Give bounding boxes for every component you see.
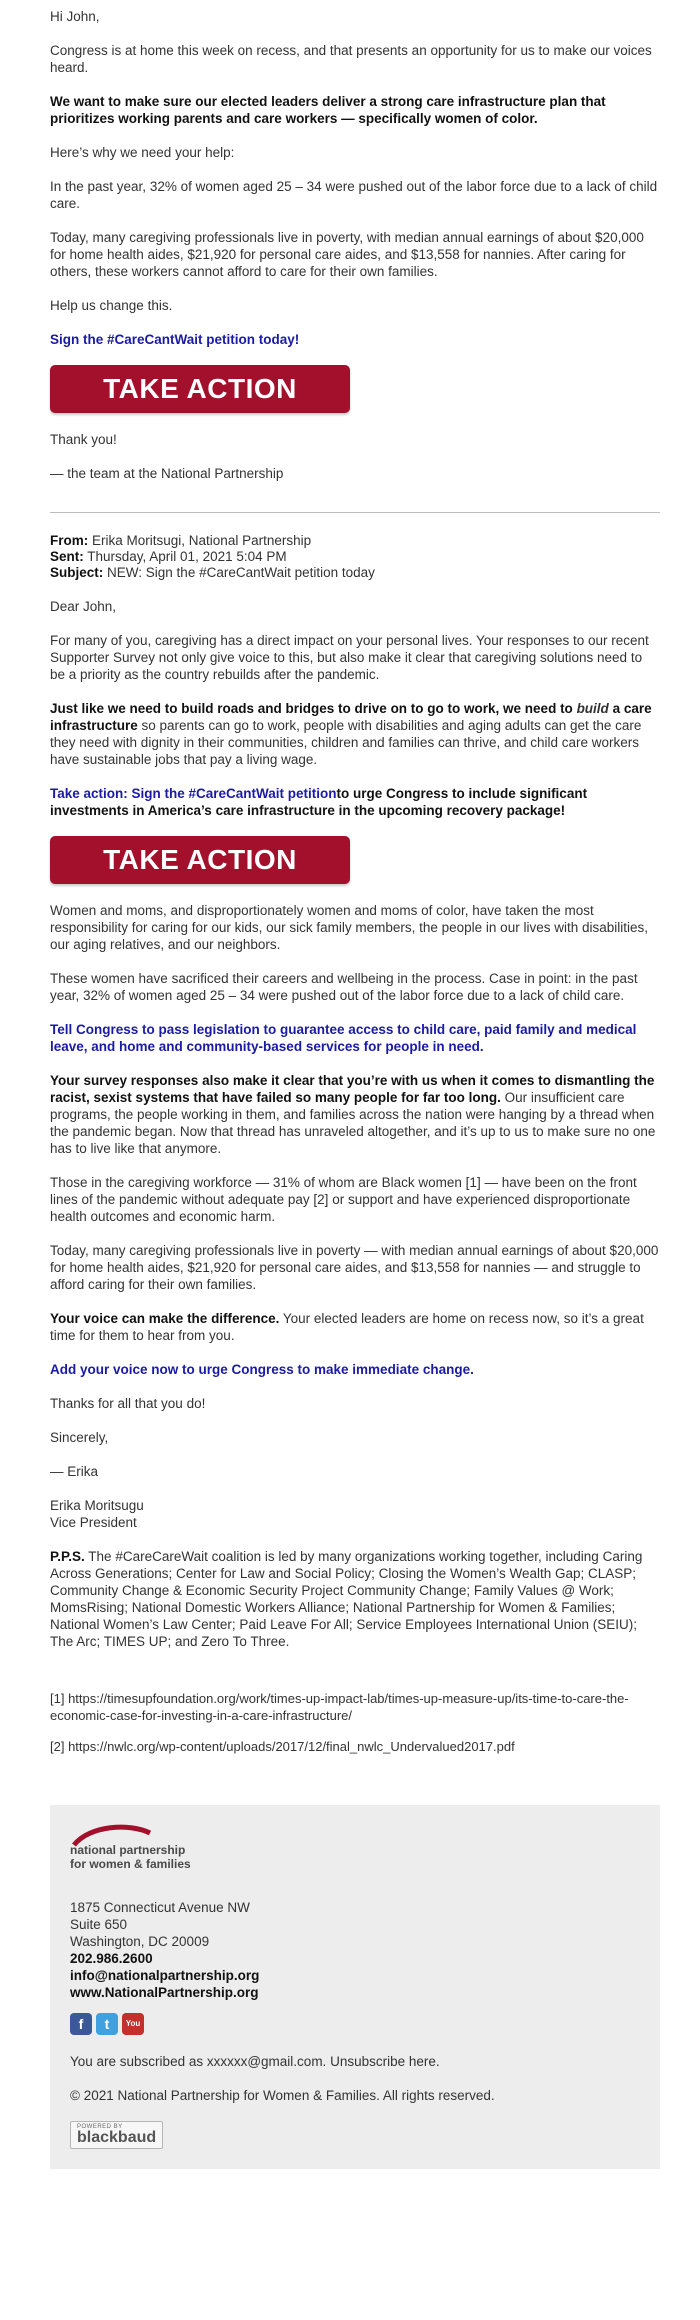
why-paragraph: Here’s why we need your help: [50, 145, 235, 160]
survey-paragraph: For many of you, caregiving has a direct impact on your personal lives. Your responses to our recent Supporter Survey not only give voice to this, but also make it clear that caregiving solutions need to be a priority as the country rebuilds after the pandemic. [50, 633, 649, 682]
greeting-2: Dear John, [50, 599, 117, 614]
unsubscribe-link[interactable]: Unsubscribe here. [330, 2054, 440, 2069]
address-line-3: Washington, DC 20009 [70, 1934, 210, 1949]
phone: 202.986.2600 [70, 1951, 153, 1966]
latest-message [50, 0, 660, 482]
social-links [70, 2013, 640, 2035]
footer [50, 1805, 660, 2169]
logo-line-1: national partnership [70, 1843, 186, 1857]
twitter-icon[interactable]: t [96, 2013, 118, 2035]
women-paragraph: Women and moms, and disproportionately women and moms of color, have taken the most responsibility for caring for our kids, our sick family members, the people in our lives with disabilities, our aging relatives, and our neighbors. [50, 903, 648, 952]
infrastructure-bold-em: build [576, 701, 609, 716]
petition-link[interactable]: Sign the #CareCantWait petition today! [50, 332, 300, 347]
footnotes [50, 1690, 660, 1755]
stat-paragraph-1: In the past year, 32% of women aged 25 – 34 were pushed out of the labor force due to a lack of child care. [50, 179, 658, 211]
pps-text: The #CareCareWait coalition is led by many organizations working together, including Caring Across Generations; Center for Law and Social Policy; Closing the Women’s Wealth Gap; CLASP; Community Change & Economic Security Project Community Change; Family Values @ Work; MomsRising; National Domestic Workers Alliance; National Partnership for Women & Families; National Women’s Law Center; Paid Leave For All; Service Employees International Union (SEIU); The Arc; TIMES UP; and Zero To Three. [50, 1549, 643, 1649]
subscribed-text: You are subscribed as xxxxxx@gmail.com. [70, 2054, 327, 2069]
infrastructure-bold-b: a care infrastructure [50, 701, 652, 733]
sent-label: Sent: [50, 549, 84, 564]
sacrifice-paragraph: These women have sacrificed their careers and wellbeing in the process. Case in point: in the past year, 32% of women aged 25 – 34 were pushed out of the labor force due to a lack of child care. [50, 971, 638, 1003]
youtube-icon[interactable]: You [122, 2013, 144, 2035]
action-paragraph [50, 785, 660, 819]
copyright: © 2021 National Partnership for Women & Families. All rights reserved. [70, 2088, 495, 2103]
systems-paragraph [50, 1072, 660, 1157]
forwarded-message [50, 598, 660, 1650]
powered-by-label: POWERED BY [77, 2124, 123, 2130]
subject-value: NEW: Sign the #CareCantWait petition today [107, 565, 375, 580]
facebook-icon[interactable]: f [70, 2013, 92, 2035]
address-block [70, 1899, 640, 2001]
action-rest: to urge Congress to include significant investments in America’s care infrastructure in the upcoming recovery package! [50, 786, 588, 818]
website-link[interactable]: www.NationalPartnership.org [70, 1985, 259, 2000]
footnote-1[interactable]: [1] https://timesupfoundation.org/work/times-up-impact-lab/times-up-measure-up/its-time-to-care-the-economic-case-for-investing-in-a-care-infrastructure/ [50, 1691, 629, 1723]
goal-paragraph: We want to make sure our elected leaders deliver a strong care infrastructure plan that prioritizes working parents and care workers — specifically women of color. [50, 94, 606, 126]
workforce-paragraph: Those in the caregiving workforce — 31% of whom are Black women [1] — have been on the front lines of the pandemic without adequate pay [2] or support and have experienced disproportionate health outcomes and economic harm. [50, 1175, 637, 1224]
stat-paragraph-2: Today, many caregiving professionals live in poverty, with median annual earnings of about $20,000 for home health aides, $21,920 for personal care aides, and $13,558 for nannies. After caring for others, these workers cannot afford to care for their own families. [50, 230, 644, 279]
from-label: From: [50, 533, 89, 548]
add-voice-link[interactable]: Add your voice now to urge Congress to make immediate change. [50, 1362, 474, 1377]
take-action-button[interactable]: TAKE ACTION [50, 365, 350, 413]
address-line-2: Suite 650 [70, 1917, 128, 1932]
divider [50, 512, 660, 513]
email-body [50, 0, 660, 2169]
signature [50, 1497, 660, 1531]
logo [70, 1823, 640, 1871]
systems-rest: Our insufficient care programs, the people working in them, and families across the nation were hanging by a thread when the pandemic began. Now that thread has unraveled altogether, and it’s up to us to make sure no one has to live like that anymore. [50, 1090, 656, 1156]
forward-header [50, 533, 660, 581]
subject-label: Subject: [50, 565, 104, 580]
infrastructure-rest: so parents can go to work, people with disabilities and aging adults can get the care they need with dignity in their communities, children and families can thrive, and child care workers have sustainable jobs that pay a living wage. [50, 718, 642, 767]
signature-title: Vice President [50, 1515, 137, 1530]
tell-congress-link[interactable]: Tell Congress to pass legislation to guarantee access to child care, paid family and medical leave, and home and community-based services for people in need. [50, 1022, 637, 1054]
logo-line-2: for women & families [70, 1857, 191, 1871]
thanks-2: Thanks for all that you do! [50, 1396, 206, 1411]
poverty-paragraph: Today, many caregiving professionals live in poverty — with median annual earnings of about $20,000 for home health aides, $21,920 for personal care aides, and $13,558 for nannies — and struggle to afford caring for their own families. [50, 1243, 659, 1292]
help-paragraph: Help us change this. [50, 298, 173, 313]
blackbaud-badge[interactable] [70, 2121, 163, 2149]
sincerely: Sincerely, [50, 1430, 109, 1445]
pps-label: P.P.S. [50, 1549, 85, 1564]
systems-bold: Your survey responses also make it clear that you’re with us when it comes to dismantling the racist, sexist systems that have failed so many people for far too long. [50, 1073, 655, 1105]
take-action-petition-link[interactable]: Take action: Sign the #CareCantWait petition [50, 786, 337, 801]
blackbaud-logo: blackbaud [77, 2129, 157, 2146]
infrastructure-bold-a: Just like we need to build roads and bridges to drive on to go to work, we need to [50, 701, 577, 716]
voice-rest: Your elected leaders are home on recess now, so it’s a great time for them to hear from you. [50, 1311, 644, 1343]
footnote-2[interactable]: [2] https://nwlc.org/wp-content/uploads/2017/12/final_nwlc_Undervalued2017.pdf [50, 1739, 515, 1754]
greeting: Hi John, [50, 9, 100, 24]
signoff-text: — the team at the National Partnership [50, 466, 284, 481]
take-action-button-2[interactable]: TAKE ACTION [50, 836, 350, 884]
voice-bold: Your voice can make the difference. [50, 1311, 280, 1326]
infrastructure-paragraph [50, 700, 660, 768]
intro-paragraph: Congress is at home this week on recess, and that presents an opportunity for us to make our voices heard. [50, 43, 652, 75]
signature-name: Erika Moritsugu [50, 1498, 144, 1513]
subscription-line [70, 2053, 640, 2070]
email-link[interactable]: info@nationalpartnership.org [70, 1968, 260, 1983]
pps-paragraph [50, 1548, 660, 1650]
voice-paragraph [50, 1310, 660, 1344]
thanks-text: Thank you! [50, 432, 117, 447]
address-line-1: 1875 Connecticut Avenue NW [70, 1900, 250, 1915]
from-value: Erika Moritsugi, National Partnership [92, 533, 312, 548]
sent-value: Thursday, April 01, 2021 5:04 PM [87, 549, 287, 564]
dash-name: — Erika [50, 1464, 99, 1479]
